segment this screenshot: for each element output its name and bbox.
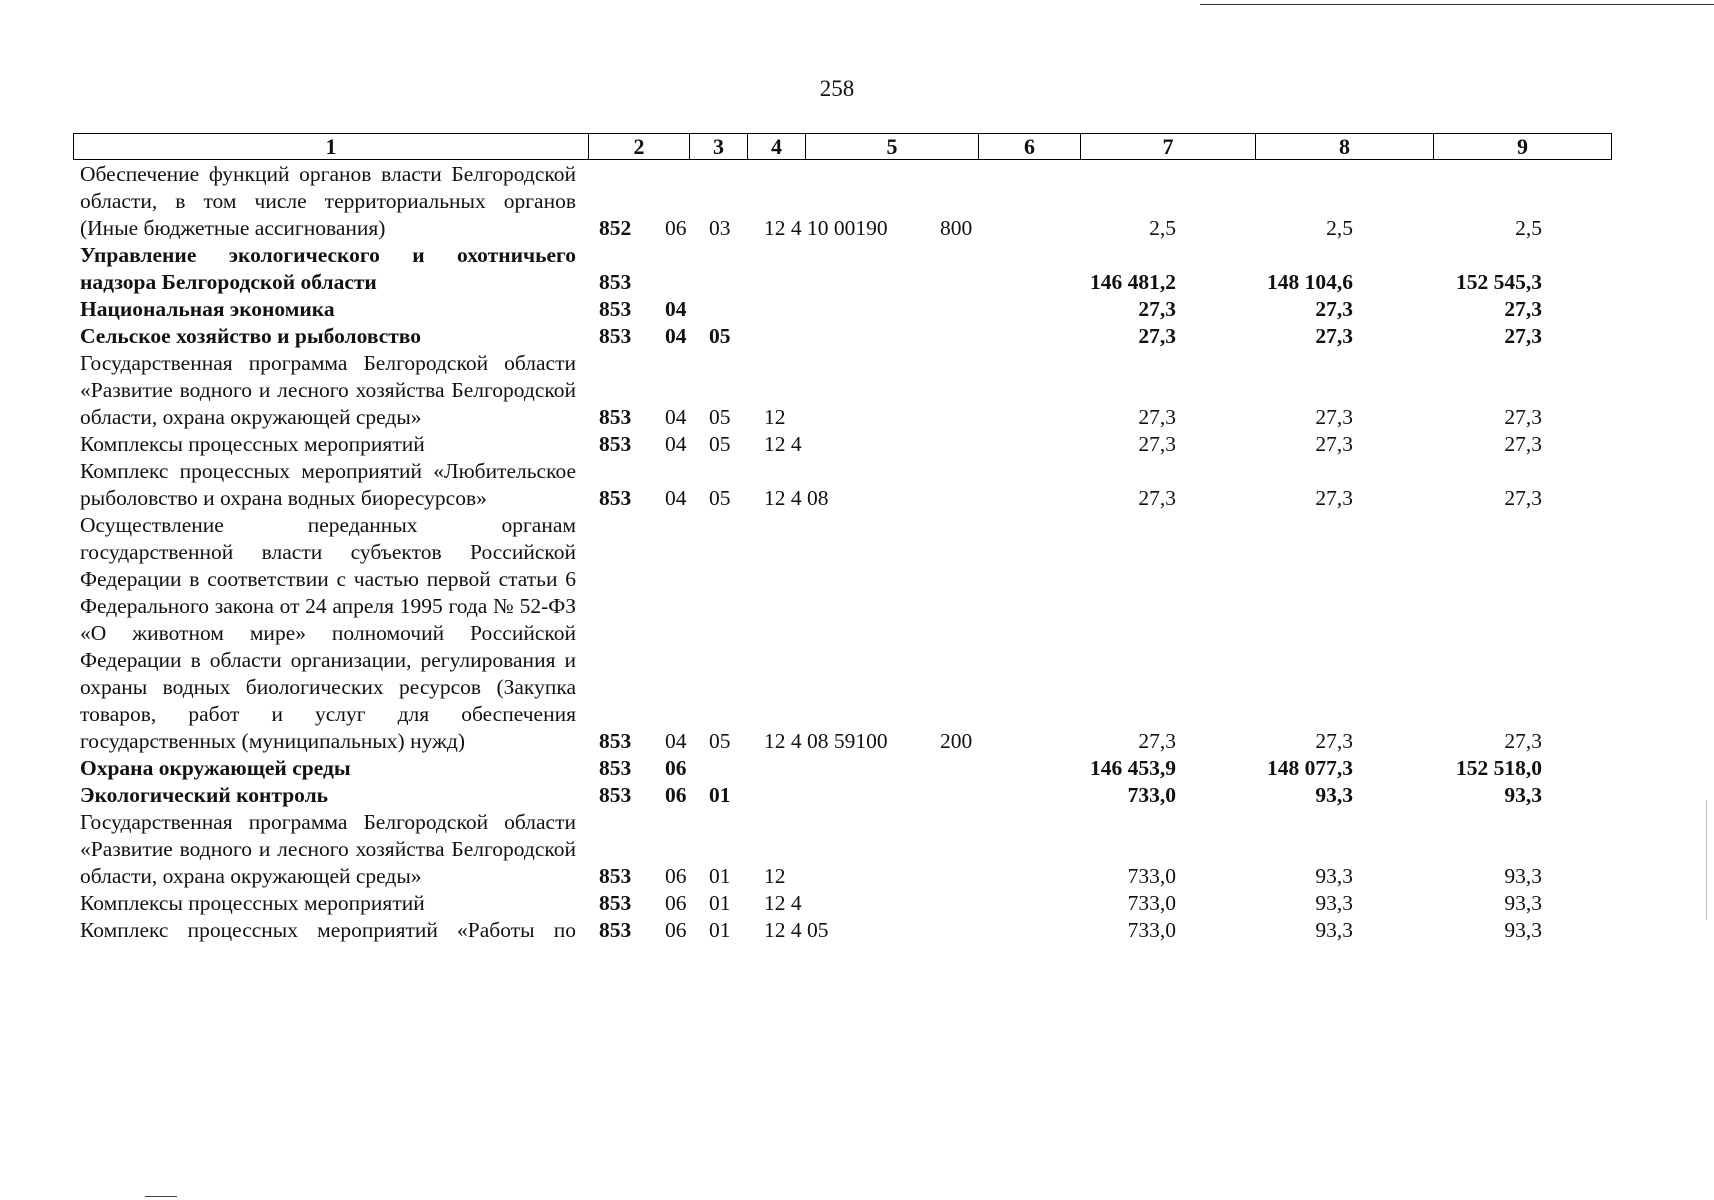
cell-col-3: 06: [665, 918, 687, 942]
cell-col-8: 93,3: [1315, 891, 1353, 915]
table-row: [80, 512, 1620, 755]
cell-col-9: 27,3: [1504, 324, 1542, 348]
cell-col-5: 12 4 08 59100: [764, 729, 888, 753]
cell-col-2: 853: [599, 486, 632, 510]
cell-col-3: 06: [665, 783, 687, 807]
row-name: Комплексы процессных мероприятий: [80, 432, 425, 456]
top-rule: [1200, 4, 1714, 5]
cell-col-2: 853: [599, 432, 632, 456]
cell-col-9: 152 545,3: [1456, 270, 1542, 294]
cell-col-5: 12: [764, 405, 786, 429]
cell-col-2: 853: [599, 918, 632, 942]
cell-col-8: 27,3: [1315, 405, 1353, 429]
table-row: [80, 809, 1620, 890]
cell-col-2: 853: [599, 891, 632, 915]
cell-col-4: 01: [709, 783, 731, 807]
cell-col-8: 27,3: [1315, 432, 1353, 456]
row-name: Комплекс процессных мероприятий «Работы по: [80, 918, 576, 942]
cell-col-8: 93,3: [1315, 783, 1353, 807]
header-col-5: 5: [806, 134, 979, 159]
cell-col-7: 2,5: [1149, 216, 1176, 240]
bottom-rule: [145, 1196, 177, 1197]
cell-col-4: 01: [709, 864, 731, 888]
table-row: [80, 242, 1620, 296]
cell-col-2: 853: [599, 324, 632, 348]
table-body: [80, 161, 1620, 944]
cell-col-9: 27,3: [1504, 297, 1542, 321]
cell-col-7: 146 481,2: [1090, 270, 1176, 294]
table-row: [80, 431, 1620, 458]
cell-col-7: 733,0: [1127, 864, 1176, 888]
cell-col-8: 2,5: [1326, 216, 1353, 240]
cell-col-7: 27,3: [1138, 324, 1176, 348]
header-col-4: 4: [748, 134, 806, 159]
row-name: Управление экологического и охотничьего надзора Белгородской области: [80, 243, 576, 294]
cell-col-9: 152 518,0: [1456, 756, 1542, 780]
table-row: [80, 161, 1620, 242]
row-name: Осуществление переданных органам государственной власти субъектов Российской Федерации в соответствии с частью первой статьи 6 Федерального закона от 24 апреля 1995 года № 52-ФЗ «О животном мире» полномочий Российской Федерации в области организации, регулирования и охраны водных биологических ресурсов (Закупка товаров, работ и услуг для обеспечения государственных (муниципальных) нужд): [80, 513, 576, 753]
header-col-9: 9: [1517, 134, 1528, 159]
cell-col-7: 733,0: [1127, 918, 1176, 942]
cell-col-2: 852: [599, 216, 632, 240]
cell-col-7: 146 453,9: [1090, 756, 1176, 780]
table-row: [80, 755, 1620, 782]
cell-col-6: 200: [940, 729, 973, 753]
cell-col-9: 93,3: [1504, 783, 1542, 807]
cell-col-2: 853: [599, 729, 632, 753]
row-name: Национальная экономика: [80, 297, 335, 321]
cell-col-5: 12 4 08: [764, 486, 829, 510]
cell-col-4: 01: [709, 918, 731, 942]
cell-col-4: 05: [709, 405, 731, 429]
cell-col-7: 27,3: [1138, 405, 1176, 429]
table-row: [80, 323, 1620, 350]
cell-col-5: 12 4: [764, 891, 802, 915]
cell-col-3: 04: [665, 729, 687, 753]
row-name: Государственная программа Белгородской области «Развитие водного и лесного хозяйства Белгородской области, охрана окружающей среды»: [80, 351, 576, 429]
cell-col-7: 27,3: [1138, 297, 1176, 321]
scan-edge-mark: [1706, 800, 1707, 920]
cell-col-4: 03: [709, 216, 731, 240]
cell-col-9: 27,3: [1504, 432, 1542, 456]
row-name: Экологический контроль: [80, 783, 329, 807]
cell-col-3: 06: [665, 216, 687, 240]
header-col-6: 6: [979, 134, 1081, 159]
cell-col-2: 853: [599, 297, 632, 321]
cell-col-2: 853: [599, 783, 632, 807]
table-row: [80, 458, 1620, 512]
header-col-8: 8: [1256, 134, 1434, 159]
row-name: Сельское хозяйство и рыболовство: [80, 324, 422, 348]
cell-col-9: 27,3: [1504, 405, 1542, 429]
cell-col-7: 27,3: [1138, 486, 1176, 510]
cell-col-9: 93,3: [1504, 864, 1542, 888]
cell-col-2: 853: [599, 756, 632, 780]
cell-col-3: 04: [665, 405, 687, 429]
row-name: Комплекс процессных мероприятий «Любительское рыболовство и охрана водных биоресурсов»: [80, 459, 576, 510]
cell-col-5: 12: [764, 864, 786, 888]
cell-col-3: 04: [665, 432, 687, 456]
cell-col-4: 01: [709, 891, 731, 915]
page-number: 258: [819, 76, 855, 101]
cell-col-8: 148 104,6: [1267, 270, 1353, 294]
table-row: [80, 782, 1620, 809]
cell-col-8: 27,3: [1315, 486, 1353, 510]
cell-col-3: 04: [665, 324, 687, 348]
cell-col-8: 148 077,3: [1267, 756, 1353, 780]
cell-col-3: 06: [665, 756, 687, 780]
cell-col-9: 93,3: [1504, 918, 1542, 942]
cell-col-5: 12 4 10 00190: [764, 216, 888, 240]
cell-col-9: 27,3: [1504, 729, 1542, 753]
cell-col-9: 2,5: [1515, 216, 1542, 240]
cell-col-8: 93,3: [1315, 864, 1353, 888]
header-col-3: 3: [690, 134, 748, 159]
cell-col-7: 733,0: [1127, 783, 1176, 807]
cell-col-7: 733,0: [1127, 891, 1176, 915]
cell-col-2: 853: [599, 270, 632, 294]
cell-col-8: 27,3: [1315, 297, 1353, 321]
cell-col-3: 04: [665, 297, 687, 321]
cell-col-5: 12 4 05: [764, 918, 829, 942]
cell-col-4: 05: [709, 486, 731, 510]
cell-col-2: 853: [599, 864, 632, 888]
row-name: Государственная программа Белгородской области «Развитие водного и лесного хозяйства Белгородской области, охрана окружающей среды»: [80, 810, 576, 888]
cell-col-8: 27,3: [1315, 729, 1353, 753]
cell-col-7: 27,3: [1138, 729, 1176, 753]
cell-col-5: 12 4: [764, 432, 802, 456]
header-col-1: 1: [74, 134, 589, 159]
cell-col-6: 800: [940, 216, 973, 240]
cell-col-9: 27,3: [1504, 486, 1542, 510]
row-name: Охрана окружающей среды: [80, 756, 351, 780]
cell-col-4: 05: [709, 729, 731, 753]
cell-col-4: 05: [709, 324, 731, 348]
cell-col-3: 04: [665, 486, 687, 510]
cell-col-7: 27,3: [1138, 432, 1176, 456]
row-name: Обеспечение функций органов власти Белгородской области, в том числе территориальных органов (Иные бюджетные ассигнования): [80, 162, 576, 240]
cell-col-3: 06: [665, 864, 687, 888]
cell-col-2: 853: [599, 405, 632, 429]
table-row: [80, 890, 1620, 917]
cell-col-8: 27,3: [1315, 324, 1353, 348]
row-name: Комплексы процессных мероприятий: [80, 891, 425, 915]
table-row: [80, 350, 1620, 431]
cell-col-8: 93,3: [1315, 918, 1353, 942]
table-header: [73, 133, 1612, 160]
table-row: [80, 296, 1620, 323]
cell-col-3: 06: [665, 891, 687, 915]
cell-col-9: 93,3: [1504, 891, 1542, 915]
header-col-2: 2: [589, 134, 690, 159]
table-row: [80, 917, 1620, 944]
header-col-7: 7: [1081, 134, 1256, 159]
cell-col-4: 05: [709, 432, 731, 456]
